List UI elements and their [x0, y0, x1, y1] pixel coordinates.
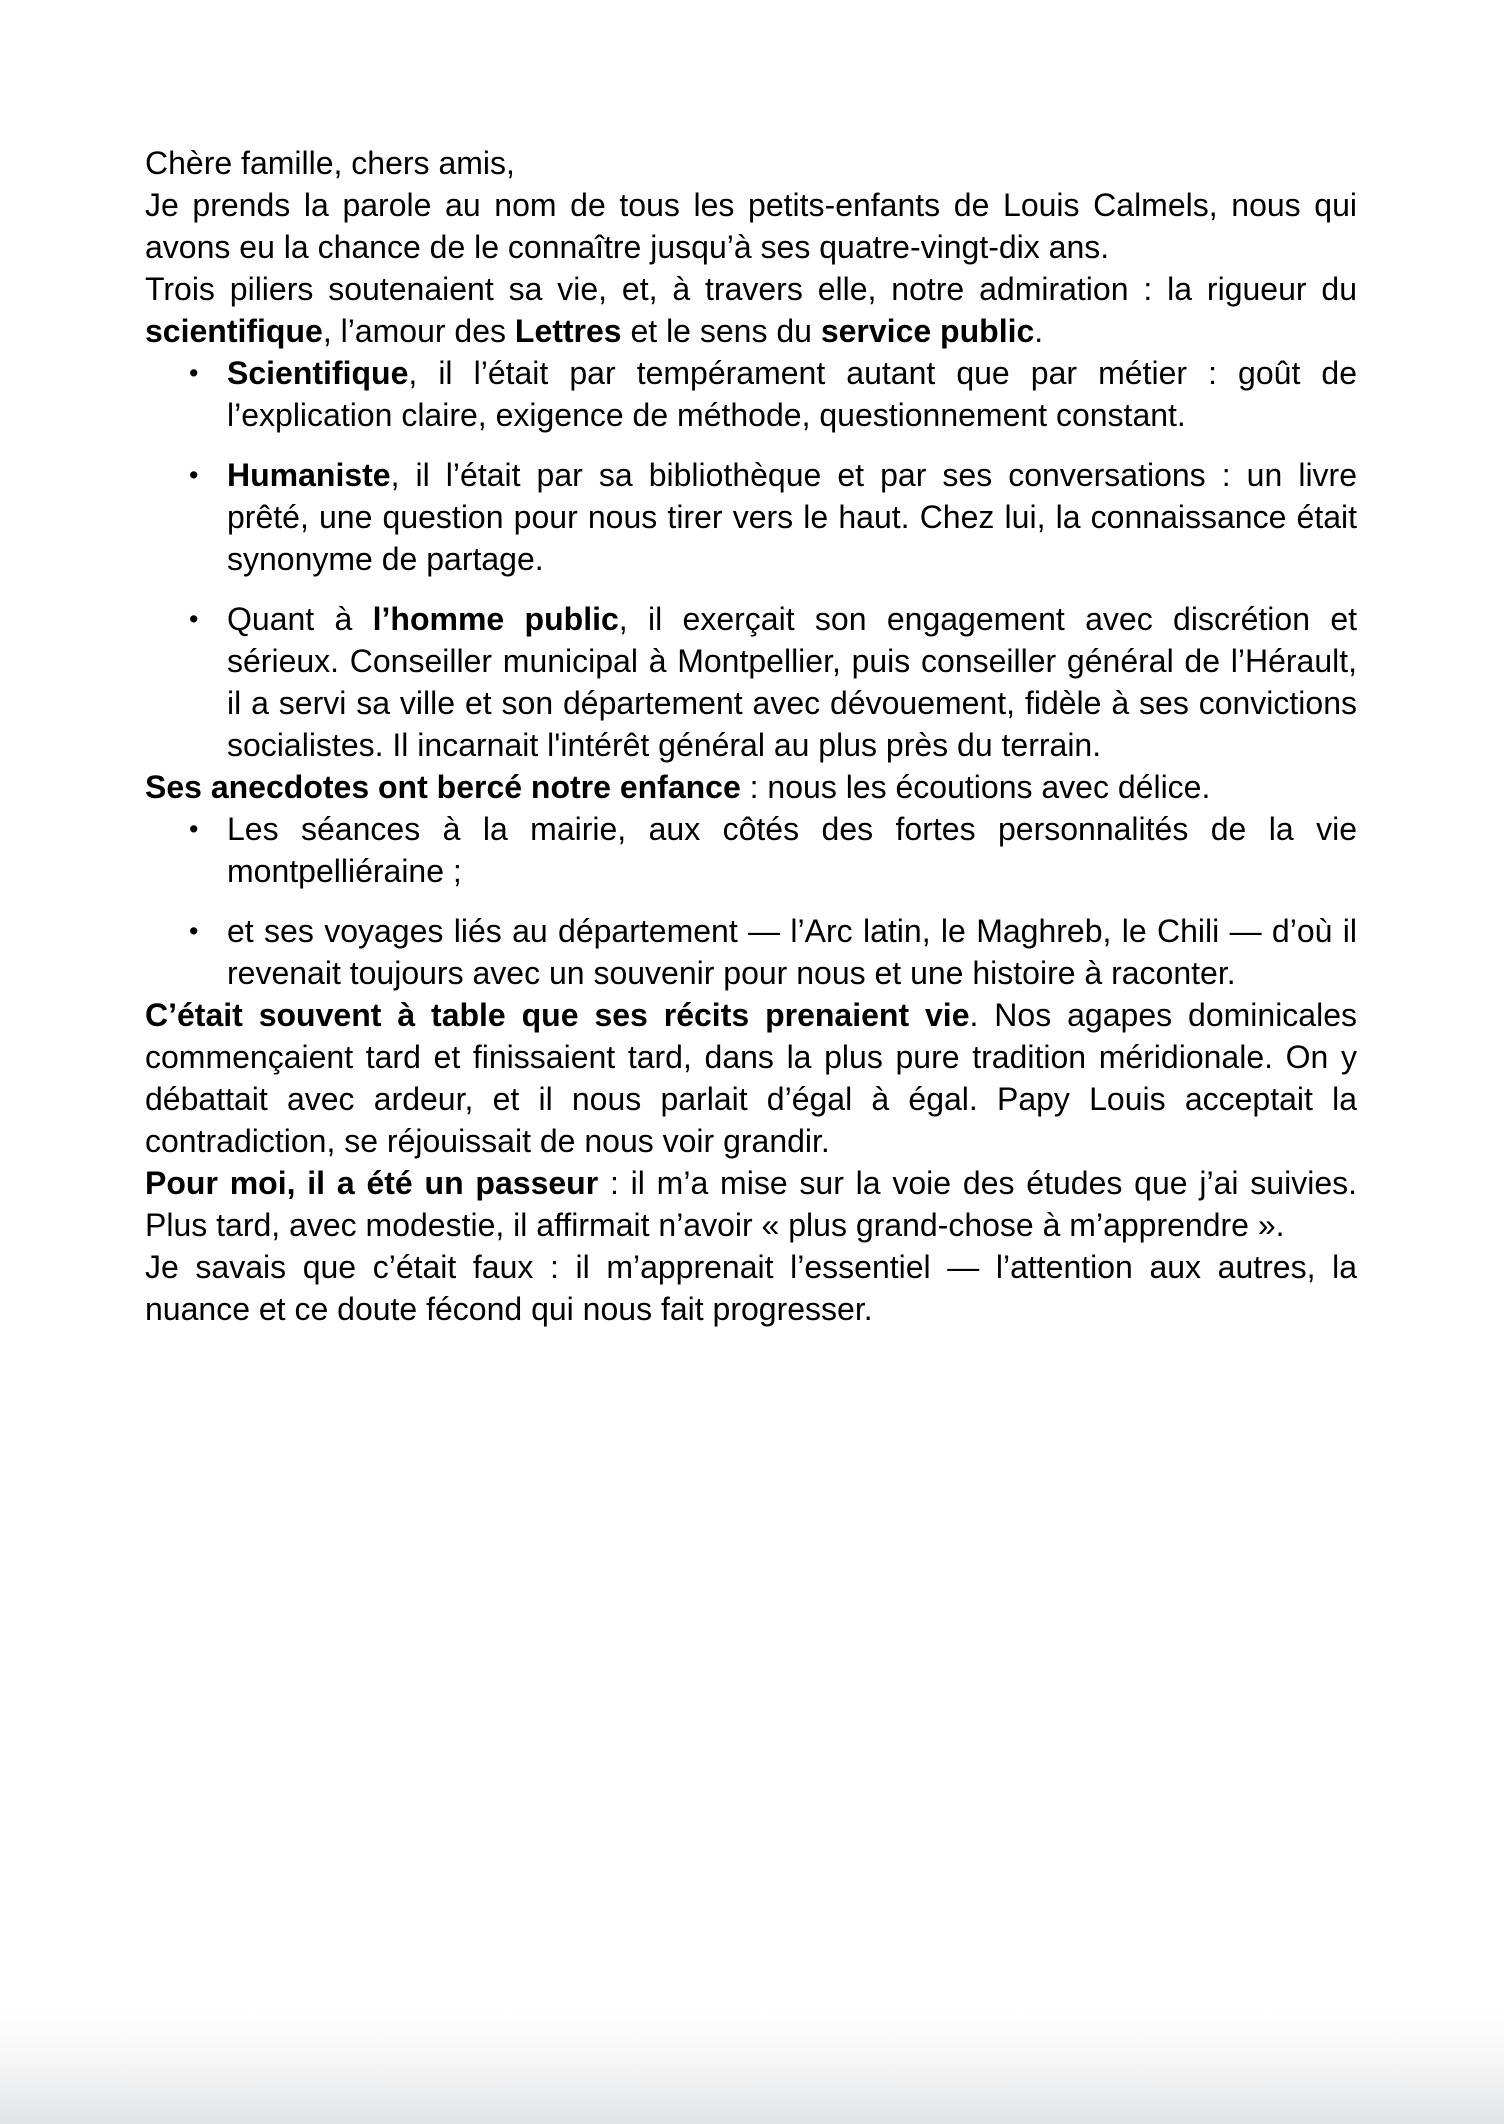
paragraph — [145, 1162, 1357, 1246]
bold-text-run: Lettres — [514, 313, 622, 349]
bullet-item — [145, 352, 1357, 436]
text-run: Quant à — [227, 601, 373, 637]
bullet-marker-icon: • — [189, 814, 199, 844]
paragraph — [145, 1246, 1357, 1330]
bullet-marker-icon: • — [189, 358, 199, 388]
bullet-item — [145, 598, 1357, 766]
text-run: Je savais que c’était faux : il m’apprenait l’essentiel — l’attention aux autres, la nuance et ce doute fécond qui nous fait progresser. — [145, 1249, 1357, 1327]
page-bottom-fade — [0, 2012, 1504, 2124]
text-run: . Nos agapes dominicales commençaient tard et finissaient tard, dans la plus pure tradition méridionale. On y débattait avec ardeur, et il nous parlait d’égal à égal. Papy Louis acceptait la contradiction, se réjouissait de nous voir grandir. — [145, 997, 1358, 1159]
bold-text-run: Ses anecdotes ont bercé notre enfance — [145, 769, 741, 805]
bullet-marker-icon: • — [189, 604, 199, 634]
text-run: Chère famille, chers amis, — [145, 145, 515, 181]
text-run: : il m’a mise sur la voie des études que j’ai suivies. Plus tard, avec modestie, il affirmait n’avoir « plus grand-chose à m’apprendre ». — [145, 1165, 1357, 1243]
paragraph — [145, 142, 1357, 184]
text-run: , l’amour des — [322, 313, 515, 349]
document-content — [145, 142, 1357, 1330]
text-run: , il exerçait son engagement avec discrétion et sérieux. Conseiller municipal à Montpellier, puis conseiller général de l’Hérault, il a servi sa ville et son département avec dévouement, fidèle à ses convictions socialistes. Il incarnait l'intérêt général au plus près du terrain. — [227, 601, 1358, 763]
paragraph — [145, 268, 1357, 352]
bold-text-run: Pour moi, il a été un passeur — [145, 1165, 599, 1201]
bold-text-run: service public — [820, 313, 1035, 349]
text-run: . — [1034, 313, 1044, 349]
text-run: , il l’était par tempérament autant que par métier : goût de l’explication claire, exigence de méthode, questionnement constant. — [227, 355, 1357, 433]
bold-text-run: Humaniste — [227, 457, 391, 493]
bold-text-run: C’était souvent à table que ses récits prenaient vie — [145, 997, 970, 1033]
text-run: , il l’était par sa bibliothèque et par ses conversations : un livre prêté, une question pour nous tirer vers le haut. Chez lui, la connaissance était synonyme de partage. — [227, 457, 1357, 577]
text-run: et ses voyages liés au département — l’Arc latin, le Maghreb, le Chili — d’où il revenait toujours avec un souvenir pour nous et une histoire à raconter. — [227, 913, 1357, 991]
bold-text-run: scientifique — [145, 313, 323, 349]
text-run: Je prends la parole au nom de tous les petits-enfants de Louis Calmels, nous qui avons eu la chance de le connaître jusqu’à ses quatre-vingt-dix ans. — [145, 187, 1357, 265]
bullet-marker-icon: • — [189, 460, 199, 490]
text-run: : nous les écoutions avec délice. — [740, 769, 1211, 805]
bold-text-run: l’homme public — [372, 601, 619, 637]
paragraph — [145, 184, 1357, 268]
bullet-item — [145, 910, 1357, 994]
bold-text-run: Scientifique — [227, 355, 409, 391]
bullet-item — [145, 454, 1357, 580]
text-run: Les séances à la mairie, aux côtés des fortes personnalités de la vie montpelliéraine ; — [227, 811, 1357, 889]
bullet-list — [145, 808, 1357, 994]
paragraph — [145, 994, 1357, 1162]
text-run: et le sens du — [621, 313, 821, 349]
bullet-marker-icon: • — [189, 916, 199, 946]
paragraph — [145, 766, 1357, 808]
text-run: Trois piliers soutenaient sa vie, et, à travers elle, notre admiration : la rigueur du — [145, 271, 1357, 307]
bullet-list — [145, 352, 1357, 766]
bullet-item — [145, 808, 1357, 892]
